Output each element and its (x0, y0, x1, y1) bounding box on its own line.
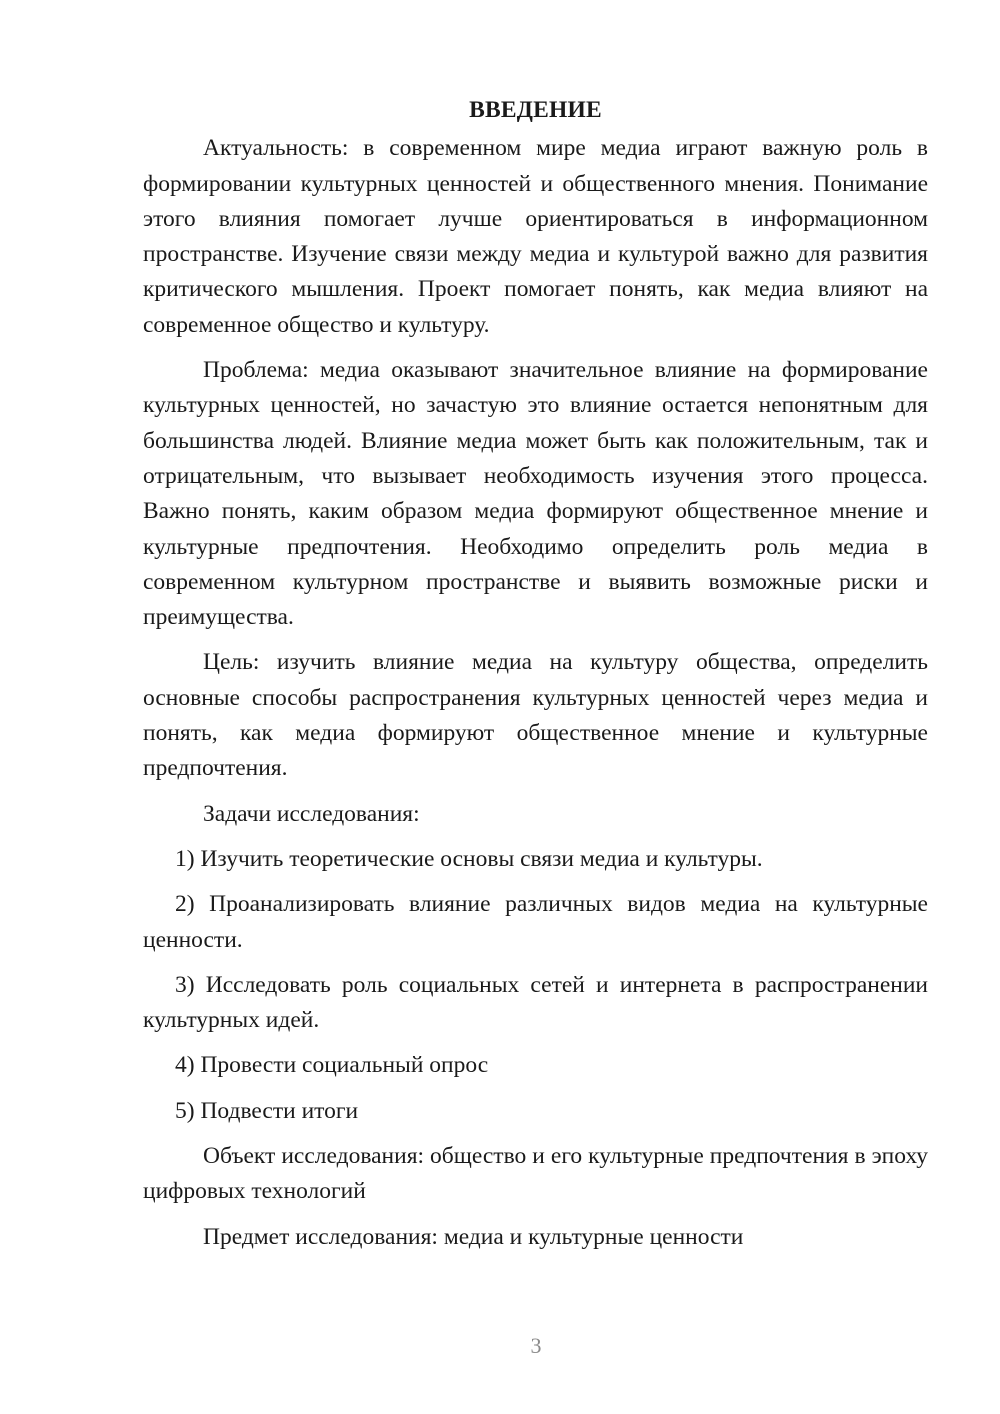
tasks-heading: Задачи исследования: (203, 800, 420, 827)
task-item-4: 4) Провести социальный опрос (175, 1052, 489, 1079)
page-content (143, 93, 928, 1265)
goal-paragraph: Цель: изучить влияние медиа на культуру общества, определить основные способы распространения культурных ценностей через медиа и понять, как медиа формируют общественное мнение и культурные предпочтения. (143, 649, 928, 782)
research-object-paragraph: Объект исследования: общество и его культурные предпочтения в эпоху цифровых технологий (143, 1143, 928, 1205)
task-item-2: 2) Проанализировать влияние различных видов медиа на культурные ценности. (143, 891, 928, 953)
page-title: ВВЕДЕНИЕ (469, 97, 602, 123)
relevance-paragraph: Актуальность: в современном мире медиа играют важную роль в формировании культурных ценностей и общественного мнения. Понимание этого влияния помогает лучше ориентироваться в информационном пространстве. Изучение связи между медиа и культурой важно для развития критического мышления. Проект помогает понять, как медиа влияют на современное общество и культуру. (143, 135, 928, 338)
task-item-3: 3) Исследовать роль социальных сетей и интернета в распространении культурных идей. (143, 971, 928, 1034)
task-item-5: 5) Подвести итоги (175, 1097, 359, 1124)
problem-paragraph: Проблема: медиа оказывают значительное влияние на формирование культурных ценностей, но зачастую это влияние остается непонятным для большинства людей. Влияние медиа может быть как положительным, так и отрицательным, что вызывает необходимость изучения этого процесса. Важно понять, каким образом медиа формируют общественное мнение и культурные предпочтения. Необходимо определить роль медиа в современном культурном пространстве и выявить возможные риски и преимущества. (143, 357, 928, 631)
research-subject-paragraph: Предмет исследования: медиа и культурные ценности (203, 1223, 744, 1250)
task-item-1: 1) Изучить теоретические основы связи медиа и культуры. (175, 845, 763, 872)
page-number: 3 (530, 1333, 542, 1358)
